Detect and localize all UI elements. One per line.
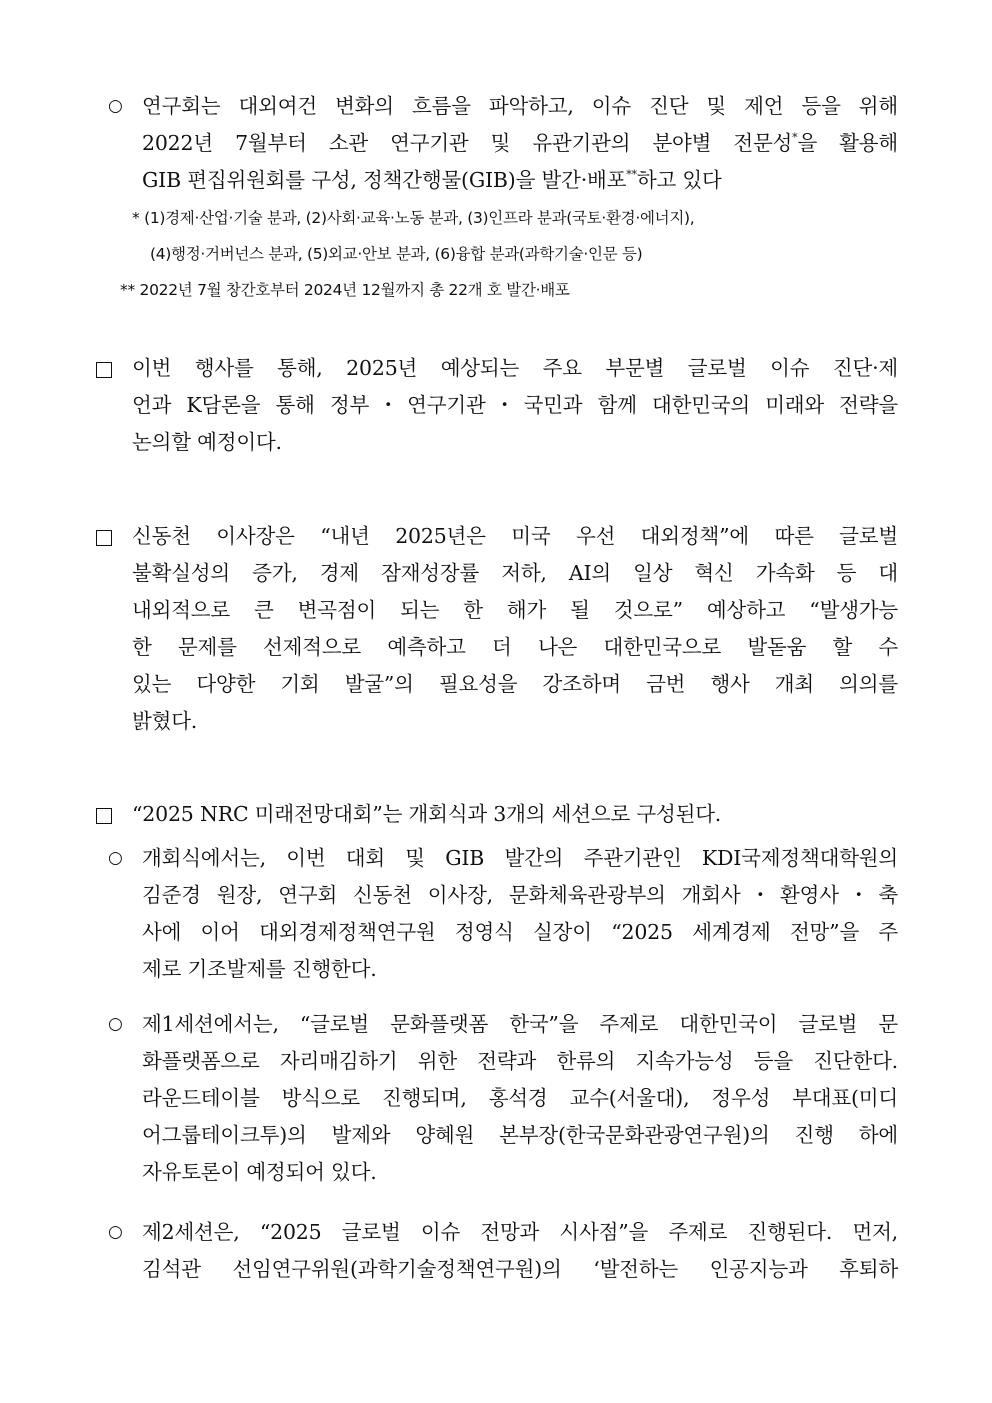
text-line: GIB 편집위원회를 구성, 정책간행물(GIB)을 발간·배포**하고 있다 bbox=[142, 168, 722, 192]
text-line: 김석관 선임연구위원(과학기술정책연구원)의 ‘발전하는 인공지능과 후퇴하 bbox=[142, 1257, 898, 1281]
bullet-item-1 bbox=[108, 88, 898, 318]
circle-bullet-icon: ○ bbox=[108, 1222, 123, 1242]
section-item-2 bbox=[96, 350, 898, 470]
text-line: 사에 이어 대외경제정책연구원 정영식 실장이 “2025 세계경제 전망”을 주 bbox=[142, 920, 898, 944]
text-line: 내외적으로 큰 변곡점이 되는 한 해가 될 것으로” 예상하고 “발생가능 bbox=[132, 598, 898, 622]
text-line: 이번 행사를 통해, 2025년 예상되는 주요 부문별 글로벌 이슈 진단·제 bbox=[132, 356, 898, 380]
footnote: ** 2022년 7월 창간호부터 2024년 12월까지 총 22개 호 발간·배포 bbox=[120, 281, 570, 299]
circle-bullet-icon: ○ bbox=[108, 1014, 123, 1034]
checkbox-square-icon bbox=[96, 362, 112, 378]
text-line: 라운드테이블 방식으로 진행되며, 홍석경 교수(서울대), 정우성 부대표(미디 bbox=[142, 1086, 898, 1110]
text-line: 언과 K담론을 통해 정부・연구기관・국민과 함께 대한민국의 미래와 전략을 bbox=[132, 393, 898, 417]
text-line: 연구회는 대외여건 변화의 흐름을 파악하고, 이슈 진단 및 제언 등을 위해 bbox=[142, 94, 898, 118]
text-line: 김준경 원장, 연구회 신동천 이사장, 문화체육관광부의 개회사・환영사・축 bbox=[142, 883, 898, 907]
checkbox-square-icon bbox=[96, 808, 112, 824]
bullet-item-session2 bbox=[108, 1214, 898, 1294]
bullet-text bbox=[142, 88, 898, 199]
section-text bbox=[132, 518, 898, 740]
section-text bbox=[132, 796, 898, 833]
text-line: 제1세션에서는, “글로벌 문화플랫폼 한국”을 주제로 대한민국이 글로벌 문 bbox=[142, 1012, 898, 1036]
checkbox-square-icon bbox=[96, 530, 112, 546]
circle-bullet-icon: ○ bbox=[108, 848, 123, 868]
footnote: (4)행정·거버넌스 분과, (5)외교·안보 분과, (6)융합 분과(과학기술·인문 등) bbox=[150, 245, 643, 263]
bullet-text bbox=[142, 1006, 898, 1191]
bullet-text bbox=[142, 840, 898, 988]
text-line: 있는 다양한 기회 발굴”의 필요성을 강조하며 금번 행사 개최 의의를 bbox=[132, 672, 898, 696]
bullet-item-opening bbox=[108, 840, 898, 990]
text-line: 밝혔다. bbox=[132, 709, 198, 733]
circle-bullet-icon: ○ bbox=[108, 96, 123, 116]
text-line: 제2세션은, “2025 글로벌 이슈 전망과 시사점”을 주제로 진행된다. 먼저, bbox=[142, 1220, 898, 1244]
text-line: 2022년 7월부터 소관 연구기관 및 유관기관의 분야별 전문성*을 활용해 bbox=[142, 131, 898, 155]
text-line: 불확실성의 증가, 경제 잠재성장률 저하, AI의 일상 혁신 가속화 등 대 bbox=[132, 561, 898, 585]
text-line: 개회식에서는, 이번 대회 및 GIB 발간의 주관기관인 KDI국제정책대학원의 bbox=[142, 846, 898, 870]
text-line: 논의할 예정이다. bbox=[132, 430, 282, 454]
section-text bbox=[132, 350, 898, 461]
text-line: 신동천 이사장은 “내년 2025년은 미국 우선 대외정책”에 따른 글로벌 bbox=[132, 524, 898, 548]
bullet-item-session1 bbox=[108, 1006, 898, 1196]
bullet-text bbox=[142, 1214, 898, 1288]
text-line: “2025 NRC 미래전망대회”는 개회식과 3개의 세션으로 구성된다. bbox=[132, 802, 722, 826]
section-item-4 bbox=[96, 796, 898, 836]
text-line: 자유토론이 예정되어 있다. bbox=[142, 1160, 377, 1184]
text-line: 제로 기조발제를 진행한다. bbox=[142, 957, 377, 981]
text-line: 한 문제를 선제적으로 예측하고 더 나은 대한민국으로 발돋움 할 수 bbox=[132, 635, 898, 659]
text-line: 어그룹테이크투)의 발제와 양혜원 본부장(한국문화관광연구원)의 진행 하에 bbox=[142, 1123, 898, 1147]
text-line: 화플랫폼으로 자리매김하기 위한 전략과 한류의 지속가능성 등을 진단한다. bbox=[142, 1049, 898, 1073]
section-item-3 bbox=[96, 518, 898, 758]
footnote: * (1)경제·산업·기술 분과, (2)사회·교육·노동 분과, (3)인프라 분과(국토·환경·에너지), bbox=[132, 209, 695, 227]
